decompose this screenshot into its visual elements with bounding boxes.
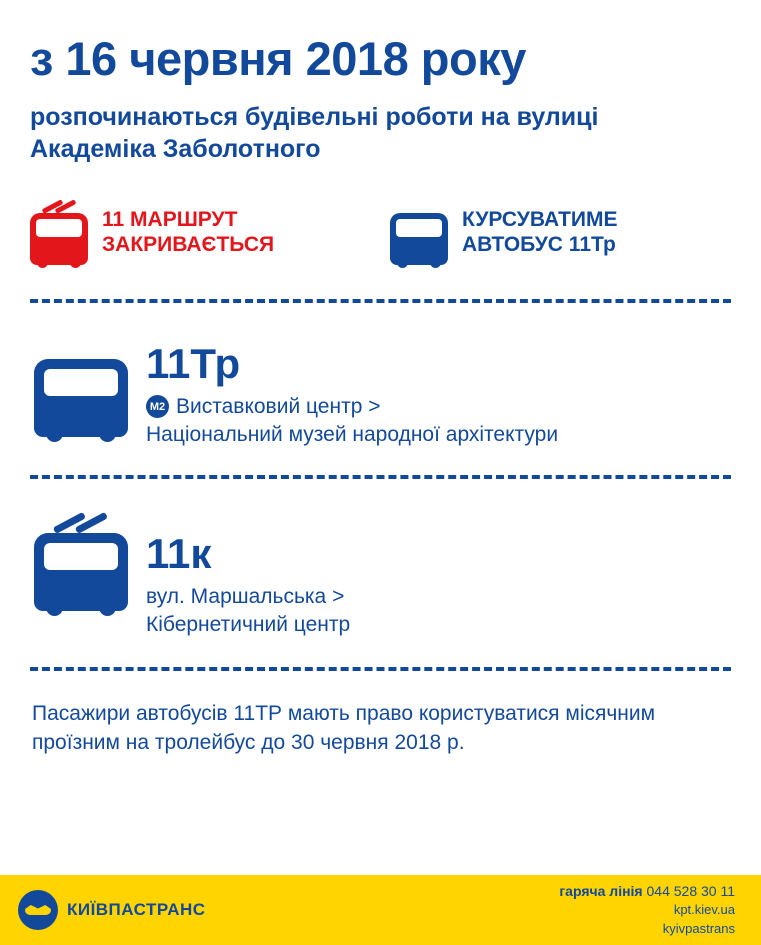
hotline-row	[559, 881, 735, 901]
note-text: Пасажири автобусів 11ТР мають право користуватися місячним проїзним на тролейбус до 30 червня 2018 р.	[32, 701, 656, 755]
divider	[30, 299, 731, 303]
footer-bar	[0, 875, 761, 945]
route-destination: Національний музей народної архітектури	[146, 422, 559, 446]
route-origin: Виставковий центр >	[176, 395, 381, 419]
divider	[30, 667, 731, 671]
route-destination: Кібернетичний центр	[146, 612, 351, 636]
badge-line-2: АВТОБУС 11Тр	[462, 233, 616, 257]
page-title: з 16 червня 2018 року	[30, 32, 526, 85]
status-badge-replacement-text	[462, 207, 618, 258]
divider	[30, 475, 731, 479]
wings-logo-icon	[18, 890, 58, 930]
website-link[interactable]: kpt.kiev.ua	[673, 902, 735, 918]
trolleybus-icon-blue	[34, 503, 128, 623]
route-origin-row	[146, 393, 558, 420]
route-block-11tr	[34, 329, 731, 449]
route-details	[146, 503, 350, 639]
social-handle[interactable]: kyivpastrans	[662, 921, 735, 937]
route-origin-row	[146, 583, 350, 610]
hotline-phone: 044 528 30 11	[646, 883, 735, 899]
brand-name: КИЇВПАСТРАНС	[67, 900, 206, 919]
contact-info	[559, 881, 735, 939]
bus-icon-blue	[34, 329, 128, 449]
route-number: 11к	[146, 530, 212, 578]
metro-line-badge: M2	[146, 395, 169, 418]
page-subtitle: розпочинаються будівельні роботи на вулиці Академіка Заболотного	[30, 103, 599, 164]
status-badge-row	[30, 191, 731, 273]
badge-line-1: КУРСУВАТИМЕ	[462, 207, 618, 231]
route-origin: вул. Маршальська >	[146, 585, 345, 609]
status-badge-closed	[30, 191, 390, 273]
hotline-label: гаряча лінія	[559, 883, 643, 899]
status-badge-closed-text	[102, 207, 274, 258]
route-details	[146, 329, 558, 449]
bus-icon-blue	[390, 191, 448, 273]
route-block-11k	[34, 503, 731, 639]
route-number: 11Тр	[146, 340, 241, 388]
trolleybus-icon-red	[30, 191, 88, 273]
brand-logo	[18, 890, 206, 930]
status-badge-replacement	[390, 191, 618, 273]
badge-line-1: 11 МАРШРУТ	[102, 207, 238, 231]
badge-line-2: ЗАКРИВАЄТЬСЯ	[102, 233, 275, 257]
